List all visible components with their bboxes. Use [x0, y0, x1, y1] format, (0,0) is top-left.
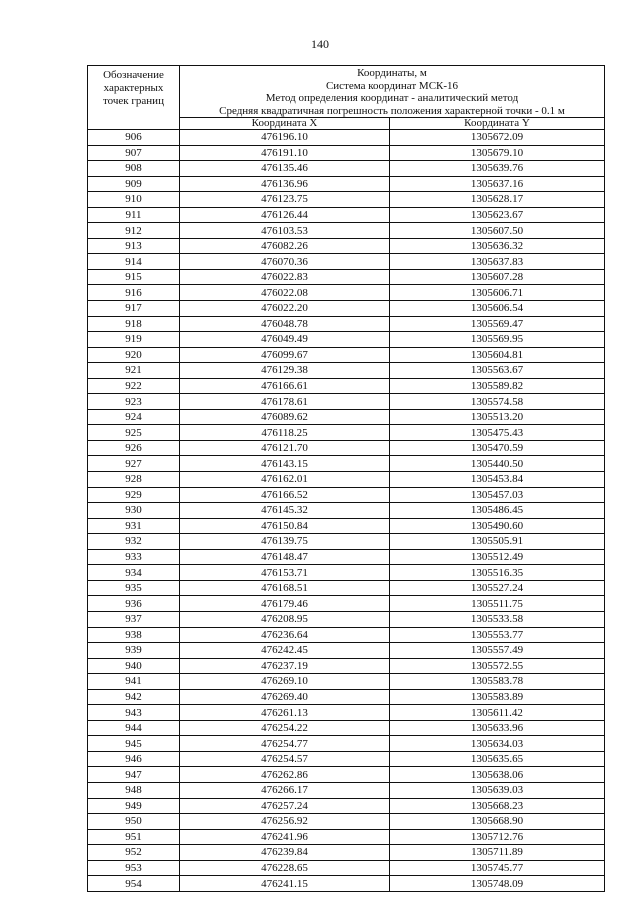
coordinate-x-cell: 476242.45	[180, 643, 390, 659]
coordinate-x-cell: 476266.17	[180, 782, 390, 798]
table-row	[88, 658, 605, 674]
point-id-cell: 935	[88, 580, 180, 596]
coordinate-y-cell: 1305604.81	[390, 347, 605, 363]
coordinate-x-cell: 476168.51	[180, 580, 390, 596]
point-id-cell: 953	[88, 860, 180, 876]
point-id-cell: 921	[88, 363, 180, 379]
coordinate-y-cell: 1305668.23	[390, 798, 605, 814]
coordinate-y-cell: 1305470.59	[390, 440, 605, 456]
point-id-cell: 932	[88, 534, 180, 550]
coordinate-x-cell: 476123.75	[180, 192, 390, 208]
table-row	[88, 487, 605, 503]
coordinates-header-line: Метод определения координат - аналитический метод	[265, 92, 519, 104]
point-id-cell: 934	[88, 565, 180, 581]
coordinate-x-cell: 476022.08	[180, 285, 390, 301]
table-row	[88, 580, 605, 596]
coordinate-x-cell: 476166.52	[180, 487, 390, 503]
coordinate-x-cell: 476103.53	[180, 223, 390, 239]
coordinate-x-cell: 476135.46	[180, 161, 390, 177]
table-row	[88, 394, 605, 410]
coordinate-x-cell: 476256.92	[180, 814, 390, 830]
coordinate-y-cell: 1305563.67	[390, 363, 605, 379]
point-id-cell: 944	[88, 720, 180, 736]
point-id-cell: 952	[88, 845, 180, 861]
point-id-cell: 909	[88, 176, 180, 192]
table-row	[88, 829, 605, 845]
point-id-cell: 908	[88, 161, 180, 177]
point-id-cell: 927	[88, 456, 180, 472]
point-id-cell: 929	[88, 487, 180, 503]
table-row	[88, 814, 605, 830]
coordinate-y-cell: 1305606.71	[390, 285, 605, 301]
point-id-cell: 933	[88, 549, 180, 565]
coordinate-y-cell: 1305486.45	[390, 503, 605, 519]
coordinate-y-cell: 1305606.54	[390, 301, 605, 317]
coordinate-x-cell: 476082.26	[180, 238, 390, 254]
coordinate-x-cell: 476162.01	[180, 472, 390, 488]
table-row	[88, 627, 605, 643]
table-row	[88, 145, 605, 161]
table-row	[88, 332, 605, 348]
table-row	[88, 736, 605, 752]
point-id-cell: 949	[88, 798, 180, 814]
coordinate-x-cell: 476241.15	[180, 876, 390, 892]
point-id-cell: 931	[88, 518, 180, 534]
table-row	[88, 767, 605, 783]
coordinate-y-cell: 1305611.42	[390, 705, 605, 721]
coordinate-y-cell: 1305745.77	[390, 860, 605, 876]
coordinate-x-cell: 476239.84	[180, 845, 390, 861]
table-row	[88, 440, 605, 456]
points-designation-line: точек границ	[103, 95, 164, 107]
coordinate-x-cell: 476150.84	[180, 518, 390, 534]
table-row	[88, 378, 605, 394]
table-row	[88, 472, 605, 488]
table-row	[88, 611, 605, 627]
coordinate-y-cell: 1305511.75	[390, 596, 605, 612]
point-id-cell: 945	[88, 736, 180, 752]
column-header-y: Координата Y	[390, 118, 605, 130]
coordinate-y-cell: 1305639.76	[390, 161, 605, 177]
coordinate-y-cell: 1305607.50	[390, 223, 605, 239]
coordinate-x-cell: 476254.57	[180, 751, 390, 767]
coordinate-y-cell: 1305583.89	[390, 689, 605, 705]
table-row	[88, 860, 605, 876]
table-row	[88, 534, 605, 550]
coordinate-y-cell: 1305679.10	[390, 145, 605, 161]
coordinate-y-cell: 1305583.78	[390, 674, 605, 690]
coordinate-y-cell: 1305634.03	[390, 736, 605, 752]
coordinate-x-cell: 476148.47	[180, 549, 390, 565]
coordinate-x-cell: 476269.10	[180, 674, 390, 690]
coordinate-y-cell: 1305748.09	[390, 876, 605, 892]
coordinate-y-cell: 1305668.90	[390, 814, 605, 830]
table-row	[88, 316, 605, 332]
table-row	[88, 720, 605, 736]
coordinate-x-cell: 476236.64	[180, 627, 390, 643]
table-row	[88, 845, 605, 861]
table-row	[88, 285, 605, 301]
points-designation-header	[88, 66, 180, 130]
table-row	[88, 130, 605, 146]
points-designation-line: характерных	[103, 82, 164, 94]
column-header-x: Координата X	[180, 118, 390, 130]
point-id-cell: 948	[88, 782, 180, 798]
coordinate-y-cell: 1305636.32	[390, 238, 605, 254]
coordinate-y-cell: 1305628.17	[390, 192, 605, 208]
point-id-cell: 942	[88, 689, 180, 705]
table-body	[88, 130, 605, 892]
table-row	[88, 674, 605, 690]
coordinate-x-cell: 476191.10	[180, 145, 390, 161]
page-number: 140	[311, 37, 329, 51]
point-id-cell: 954	[88, 876, 180, 892]
point-id-cell: 922	[88, 378, 180, 394]
table-row	[88, 223, 605, 239]
table-row	[88, 565, 605, 581]
table-row	[88, 192, 605, 208]
coordinate-x-cell: 476261.13	[180, 705, 390, 721]
point-id-cell: 906	[88, 130, 180, 146]
point-id-cell: 924	[88, 409, 180, 425]
table-row	[88, 176, 605, 192]
table-row	[88, 596, 605, 612]
coordinate-x-cell: 476178.61	[180, 394, 390, 410]
coordinate-x-cell: 476049.49	[180, 332, 390, 348]
coordinate-y-cell: 1305633.96	[390, 720, 605, 736]
coordinate-x-cell: 476262.86	[180, 767, 390, 783]
coordinate-x-cell: 476022.20	[180, 301, 390, 317]
coordinates-header-line: Координаты, м	[357, 67, 427, 79]
coordinate-y-cell: 1305712.76	[390, 829, 605, 845]
coordinate-y-cell: 1305513.20	[390, 409, 605, 425]
table-row	[88, 425, 605, 441]
coordinates-header	[180, 66, 605, 118]
table-row	[88, 207, 605, 223]
point-id-cell: 928	[88, 472, 180, 488]
table-row	[88, 301, 605, 317]
point-id-cell: 943	[88, 705, 180, 721]
table-row	[88, 798, 605, 814]
coordinate-y-cell: 1305557.49	[390, 643, 605, 659]
point-id-cell: 914	[88, 254, 180, 270]
table-row	[88, 238, 605, 254]
coordinate-y-cell: 1305440.50	[390, 456, 605, 472]
point-id-cell: 937	[88, 611, 180, 627]
point-id-cell: 951	[88, 829, 180, 845]
coordinate-x-cell: 476254.77	[180, 736, 390, 752]
point-id-cell: 950	[88, 814, 180, 830]
coordinate-x-cell: 476269.40	[180, 689, 390, 705]
points-designation-line: Обозначение	[103, 69, 164, 81]
coordinate-x-cell: 476145.32	[180, 503, 390, 519]
point-id-cell: 938	[88, 627, 180, 643]
coordinate-y-cell: 1305505.91	[390, 534, 605, 550]
point-id-cell: 946	[88, 751, 180, 767]
coordinate-x-cell: 476179.46	[180, 596, 390, 612]
coordinate-y-cell: 1305512.49	[390, 549, 605, 565]
table-row	[88, 518, 605, 534]
point-id-cell: 940	[88, 658, 180, 674]
coordinate-x-cell: 476121.70	[180, 440, 390, 456]
coordinates-header-line: Система координат МСК-16	[325, 79, 459, 92]
coordinate-y-cell: 1305569.95	[390, 332, 605, 348]
point-id-cell: 939	[88, 643, 180, 659]
point-id-cell: 915	[88, 269, 180, 285]
point-id-cell: 923	[88, 394, 180, 410]
coordinate-x-cell: 476237.19	[180, 658, 390, 674]
table-row	[88, 549, 605, 565]
coordinate-x-cell: 476129.38	[180, 363, 390, 379]
coordinate-y-cell: 1305457.03	[390, 487, 605, 503]
point-id-cell: 916	[88, 285, 180, 301]
coordinate-x-cell: 476070.36	[180, 254, 390, 270]
coordinate-x-cell: 476143.15	[180, 456, 390, 472]
coordinate-x-cell: 476118.25	[180, 425, 390, 441]
point-id-cell: 941	[88, 674, 180, 690]
coordinate-y-cell: 1305589.82	[390, 378, 605, 394]
table-row	[88, 705, 605, 721]
point-id-cell: 918	[88, 316, 180, 332]
coordinate-y-cell: 1305490.60	[390, 518, 605, 534]
table-row	[88, 161, 605, 177]
point-id-cell: 913	[88, 238, 180, 254]
table-row	[88, 643, 605, 659]
point-id-cell: 912	[88, 223, 180, 239]
coordinate-y-cell: 1305635.65	[390, 751, 605, 767]
coordinate-x-cell: 476153.71	[180, 565, 390, 581]
coordinate-y-cell: 1305637.83	[390, 254, 605, 270]
point-id-cell: 917	[88, 301, 180, 317]
coordinate-y-cell: 1305569.47	[390, 316, 605, 332]
coordinate-y-cell: 1305572.55	[390, 658, 605, 674]
coordinate-x-cell: 476089.62	[180, 409, 390, 425]
coordinate-y-cell: 1305639.03	[390, 782, 605, 798]
coordinate-x-cell: 476022.83	[180, 269, 390, 285]
coordinate-x-cell: 476254.22	[180, 720, 390, 736]
table-row	[88, 876, 605, 892]
point-id-cell: 920	[88, 347, 180, 363]
coordinate-y-cell: 1305672.09	[390, 130, 605, 146]
coordinates-table	[87, 65, 605, 892]
table-row	[88, 456, 605, 472]
coordinate-x-cell: 476139.75	[180, 534, 390, 550]
coordinate-x-cell: 476136.96	[180, 176, 390, 192]
coordinate-y-cell: 1305553.77	[390, 627, 605, 643]
coordinate-y-cell: 1305638.06	[390, 767, 605, 783]
coordinate-x-cell: 476099.67	[180, 347, 390, 363]
coordinates-header-line: Средняя квадратичная погрешность положения характерной точки - 0.1 м	[219, 104, 565, 117]
point-id-cell: 907	[88, 145, 180, 161]
point-id-cell: 930	[88, 503, 180, 519]
coordinate-y-cell: 1305533.58	[390, 611, 605, 627]
table-row	[88, 751, 605, 767]
coordinate-x-cell: 476228.65	[180, 860, 390, 876]
point-id-cell: 926	[88, 440, 180, 456]
coordinate-y-cell: 1305607.28	[390, 269, 605, 285]
coordinate-x-cell: 476126.44	[180, 207, 390, 223]
table-row	[88, 503, 605, 519]
coordinate-y-cell: 1305623.67	[390, 207, 605, 223]
coordinate-x-cell: 476208.95	[180, 611, 390, 627]
coordinate-y-cell: 1305637.16	[390, 176, 605, 192]
table-row	[88, 689, 605, 705]
coordinate-y-cell: 1305516.35	[390, 565, 605, 581]
point-id-cell: 911	[88, 207, 180, 223]
point-id-cell: 936	[88, 596, 180, 612]
coordinate-x-cell: 476048.78	[180, 316, 390, 332]
table-row	[88, 269, 605, 285]
point-id-cell: 947	[88, 767, 180, 783]
point-id-cell: 919	[88, 332, 180, 348]
coordinate-y-cell: 1305453.84	[390, 472, 605, 488]
coordinate-y-cell: 1305527.24	[390, 580, 605, 596]
coordinate-y-cell: 1305711.89	[390, 845, 605, 861]
coordinate-x-cell: 476196.10	[180, 130, 390, 146]
table-row	[88, 347, 605, 363]
table-row	[88, 409, 605, 425]
point-id-cell: 925	[88, 425, 180, 441]
coordinate-x-cell: 476241.96	[180, 829, 390, 845]
coordinate-x-cell: 476166.61	[180, 378, 390, 394]
table-row	[88, 363, 605, 379]
coordinate-y-cell: 1305574.58	[390, 394, 605, 410]
table-row	[88, 254, 605, 270]
point-id-cell: 910	[88, 192, 180, 208]
coordinate-y-cell: 1305475.43	[390, 425, 605, 441]
table-row	[88, 782, 605, 798]
coordinate-x-cell: 476257.24	[180, 798, 390, 814]
